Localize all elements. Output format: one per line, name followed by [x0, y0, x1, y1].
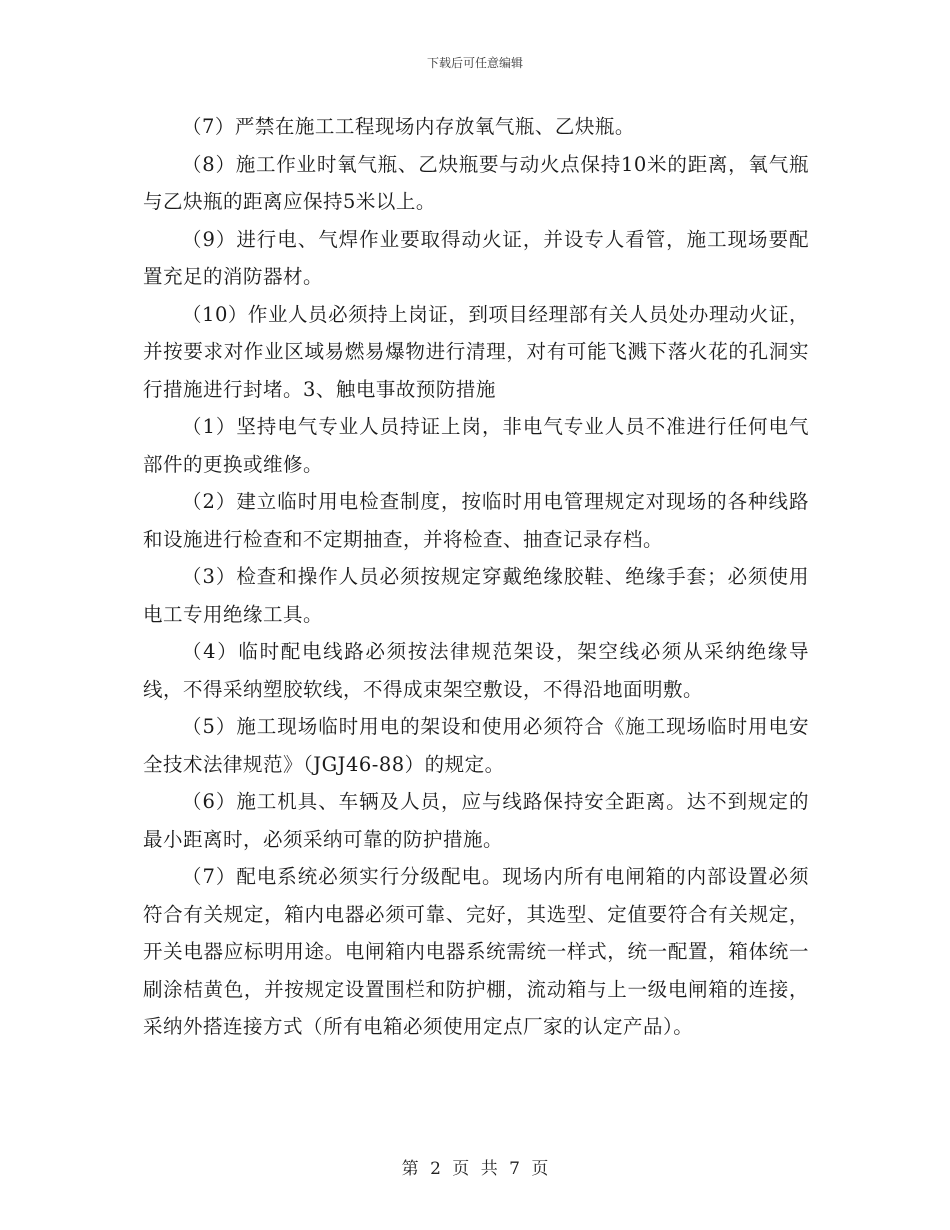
- page-header: 下载后可任意编辑: [426, 56, 523, 70]
- paragraph: （9）进行电、气焊作业要取得动火证，并设专人看管，施工现场要配置充足的消防器材。: [143, 227, 809, 288]
- paragraph: （1）坚持电气专业人员持证上岗，非电气专业人员不准进行任何电气部件的更换或维修。: [143, 415, 809, 476]
- document-body: [143, 108, 809, 1046]
- paragraph: （5）施工现场临时用电的架设和使用必须符合《施工现场临时用电安全技术法律规范》（JGJ46-88）的规定。: [143, 715, 809, 776]
- paragraph: （7）配电系统必须实行分级配电。现场内所有电闸箱的内部设置必须符合有关规定，箱内电器必须可靠、完好，其选型、定值要符合有关规定，开关电器应标明用途。电闸箱内电器系统需统一样式，统一配置，箱体统一刷涂桔黄色，并按规定设置围栏和防护棚，流动箱与上一级电闸箱的连接，采纳外搭连接方式（所有电箱必须使用定点厂家的认定产品）。: [143, 865, 809, 1038]
- paragraph: （6）施工机具、车辆及人员，应与线路保持安全距离。达不到规定的最小距离时，必须采纳可靠的防护措施。: [143, 790, 809, 851]
- page-number-footer: 第 2 页 共 7 页: [401, 1159, 549, 1179]
- paragraph: （2）建立临时用电检查制度，按临时用电管理规定对现场的各种线路和设施进行检查和不定期抽查，并将检查、抽查记录存档。: [143, 490, 809, 551]
- paragraph: （8）施工作业时氧气瓶、乙炔瓶要与动火点保持10米的距离，氧气瓶与乙炔瓶的距离应保持5米以上。: [143, 152, 809, 213]
- paragraph: （7）严禁在施工工程现场内存放氧气瓶、乙炔瓶。: [182, 115, 635, 138]
- paragraph: （4）临时配电线路必须按法律规范架设，架空线必须从采纳绝缘导线，不得采纳塑胶软线，不得成束架空敷设，不得沿地面明敷。: [143, 640, 809, 701]
- paragraph: （10）作业人员必须持上岗证，到项目经理部有关人员处办理动火证，并按要求对作业区域易燃易爆物进行清理，对有可能飞溅下落火花的孔洞实行措施进行封堵。3、触电事故预防措施: [143, 302, 809, 401]
- paragraph: （3）检查和操作人员必须按规定穿戴绝缘胶鞋、绝缘手套；必须使用电工专用绝缘工具。: [143, 565, 809, 626]
